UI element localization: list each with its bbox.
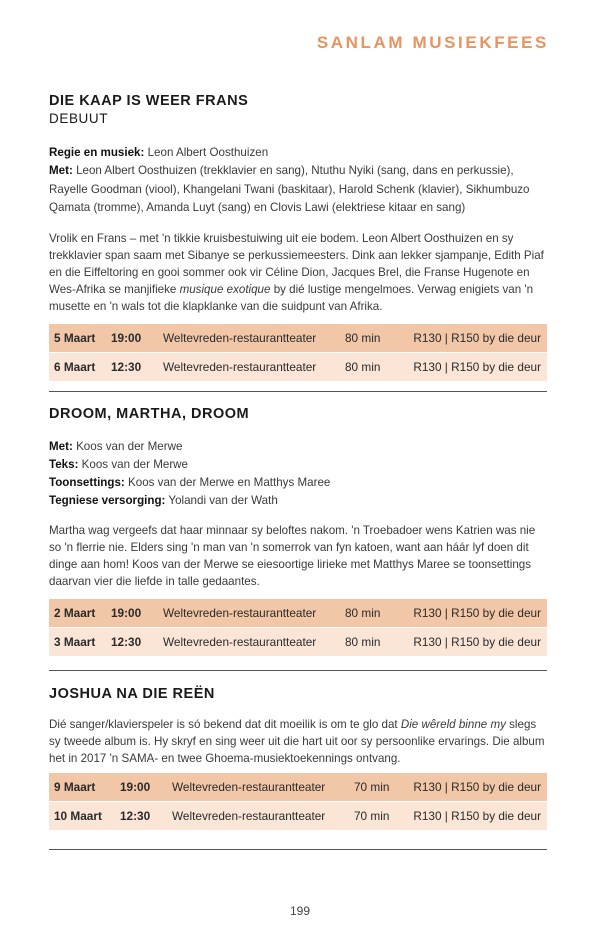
schedule-price: R130 | R150 by die deur <box>413 606 541 620</box>
schedule-row <box>49 628 547 656</box>
credit-line <box>49 438 547 456</box>
schedule-price: R130 | R150 by die deur <box>413 635 541 649</box>
credit-value: Leon Albert Oosthuizen <box>147 146 269 159</box>
credit-label: Met: <box>49 440 73 453</box>
credit-value: Koos van der Merwe en Matthys Maree <box>128 476 331 489</box>
schedule-venue: Weltevreden-restaurantteater <box>172 780 326 794</box>
credit-label: Teks: <box>49 458 79 471</box>
schedule-price: R130 | R150 by die deur <box>413 809 541 823</box>
schedule-duration: 80 min <box>345 635 381 649</box>
schedule-venue: Weltevreden-restaurantteater <box>163 359 317 374</box>
schedule-row <box>49 773 547 801</box>
schedule-venue: Weltevreden-restaurantteater <box>172 809 326 823</box>
schedule-time: 12:30 <box>111 359 142 374</box>
schedule-row <box>49 324 547 352</box>
event-title: JOSHUA NA DIE REËN <box>49 686 215 702</box>
event-title: DIE KAAP IS WEER FRANS <box>49 93 249 109</box>
credit-value: Yolandi van der Wath <box>168 494 278 507</box>
schedule-date: 5 Maart <box>54 330 96 345</box>
schedule-price: R130 | R150 by die deur <box>413 330 541 345</box>
schedule-duration: 80 min <box>345 330 381 345</box>
description-text: slegs sy tweede album is. Hy skryf en sing weer uit die hart uit oor sy persoonlike ervarings. Die album het in 2017 'n SAMA- en twee Ghoema-musiektoekennings ontvang. <box>49 718 545 765</box>
credit-label: Regie en musiek: <box>49 146 145 159</box>
event-description <box>49 522 547 590</box>
schedule-date: 6 Maart <box>54 359 96 374</box>
section-divider <box>49 391 547 392</box>
schedule-venue: Weltevreden-restaurantteater <box>163 330 317 345</box>
credit-line <box>49 474 547 492</box>
schedule-date: 3 Maart <box>54 635 96 649</box>
schedule-duration: 70 min <box>354 809 390 823</box>
credit-line <box>49 144 547 162</box>
event-description <box>49 716 547 767</box>
event-die-kaap-is-weer-frans <box>49 93 547 382</box>
schedule-venue: Weltevreden-restaurantteater <box>163 635 317 649</box>
event-schedule <box>49 599 547 656</box>
section-divider <box>49 670 547 671</box>
event-schedule <box>49 324 547 381</box>
section-divider <box>49 849 547 850</box>
description-text: Dié sanger/klavierspeler is só bekend dat dit moeilik is om te glo dat <box>49 718 401 731</box>
credit-label: Toonsettings: <box>49 476 125 489</box>
schedule-price: R130 | R150 by die deur <box>413 780 541 794</box>
schedule-venue: Weltevreden-restaurantteater <box>163 606 317 620</box>
schedule-duration: 80 min <box>345 606 381 620</box>
schedule-price: R130 | R150 by die deur <box>413 359 541 374</box>
event-joshua-na-die-reen <box>49 686 547 831</box>
credit-line <box>49 492 547 510</box>
schedule-time: 12:30 <box>120 809 151 823</box>
credit-label: Tegniese versorging: <box>49 494 166 507</box>
schedule-date: 10 Maart <box>54 809 102 823</box>
event-schedule <box>49 773 547 830</box>
schedule-time: 19:00 <box>111 330 142 345</box>
credit-label: Met: <box>49 164 73 177</box>
credit-value: Koos van der Merwe <box>81 458 188 471</box>
event-subtitle: DEBUUT <box>49 111 109 126</box>
page-number: 199 <box>289 904 311 918</box>
event-credits <box>49 438 547 510</box>
event-credits <box>49 144 547 218</box>
description-text: by dié lustige mengelmoes. Verwag enigiets van 'n musette en 'n wals tot die klapklanke van die suidpunt van Afrika. <box>49 282 534 313</box>
schedule-date: 9 Maart <box>54 780 96 794</box>
description-text: Vrolik en Frans – met 'n tikkie kruisbestuiwing uit eie bodem. Leon Albert Oosthuizen en sy trekklavier span saam met Sibanye se perkussiemeesters. Dink aan lekker sjampanje, Edith Piaf en die Eiffeltoring en gooi sommer ook vir Céline Dion, Jacques Brel, die Franse Hugenote en Wes-Afrika se manjifieke <box>49 231 544 296</box>
page-header: SANLAM MUSIEKFEES <box>316 33 549 52</box>
event-droom-martha-droom <box>49 406 547 657</box>
credit-value: Koos van der Merwe <box>76 440 183 453</box>
description-text: Martha wag vergeefs dat haar minnaar sy beloftes nakom. 'n Troebadoer wens Katrien was nie so 'n flerrie nie. Elders sing 'n man van 'n somerrok van fyn katoen, want aan háár lyf doen dit dinge aan hom! Koos van der Merwe se eiesoortige lirieke met Matthys Maree se toonsettings daarvan vier die liefde in talle gedaantes. <box>49 524 536 588</box>
schedule-time: 19:00 <box>111 606 142 620</box>
credit-line <box>49 162 547 218</box>
credit-value: Leon Albert Oosthuizen (trekklavier en sang), Ntuthu Nyiki (sang, dans en perkussie), Rayelle Goodman (viool), Khangelani Twani (baskitaar), Harold Schenk (klavier), Sikhumbuzo Qamata (tromme), Amanda Luyt (sang) en Clovis Lawi (elektriese kitaar en sang) <box>49 164 530 214</box>
event-title: DROOM, MARTHA, DROOM <box>49 406 250 422</box>
schedule-duration: 80 min <box>345 359 381 374</box>
credit-line <box>49 456 547 474</box>
schedule-time: 12:30 <box>111 635 142 649</box>
schedule-row <box>49 353 547 381</box>
schedule-row <box>49 599 547 627</box>
schedule-row <box>49 802 547 830</box>
description-italic: Die wêreld binne my <box>400 718 506 731</box>
event-description <box>49 230 547 315</box>
schedule-date: 2 Maart <box>54 606 96 620</box>
description-italic: musique exotique <box>179 282 271 296</box>
schedule-duration: 70 min <box>354 780 390 794</box>
schedule-time: 19:00 <box>120 780 151 794</box>
